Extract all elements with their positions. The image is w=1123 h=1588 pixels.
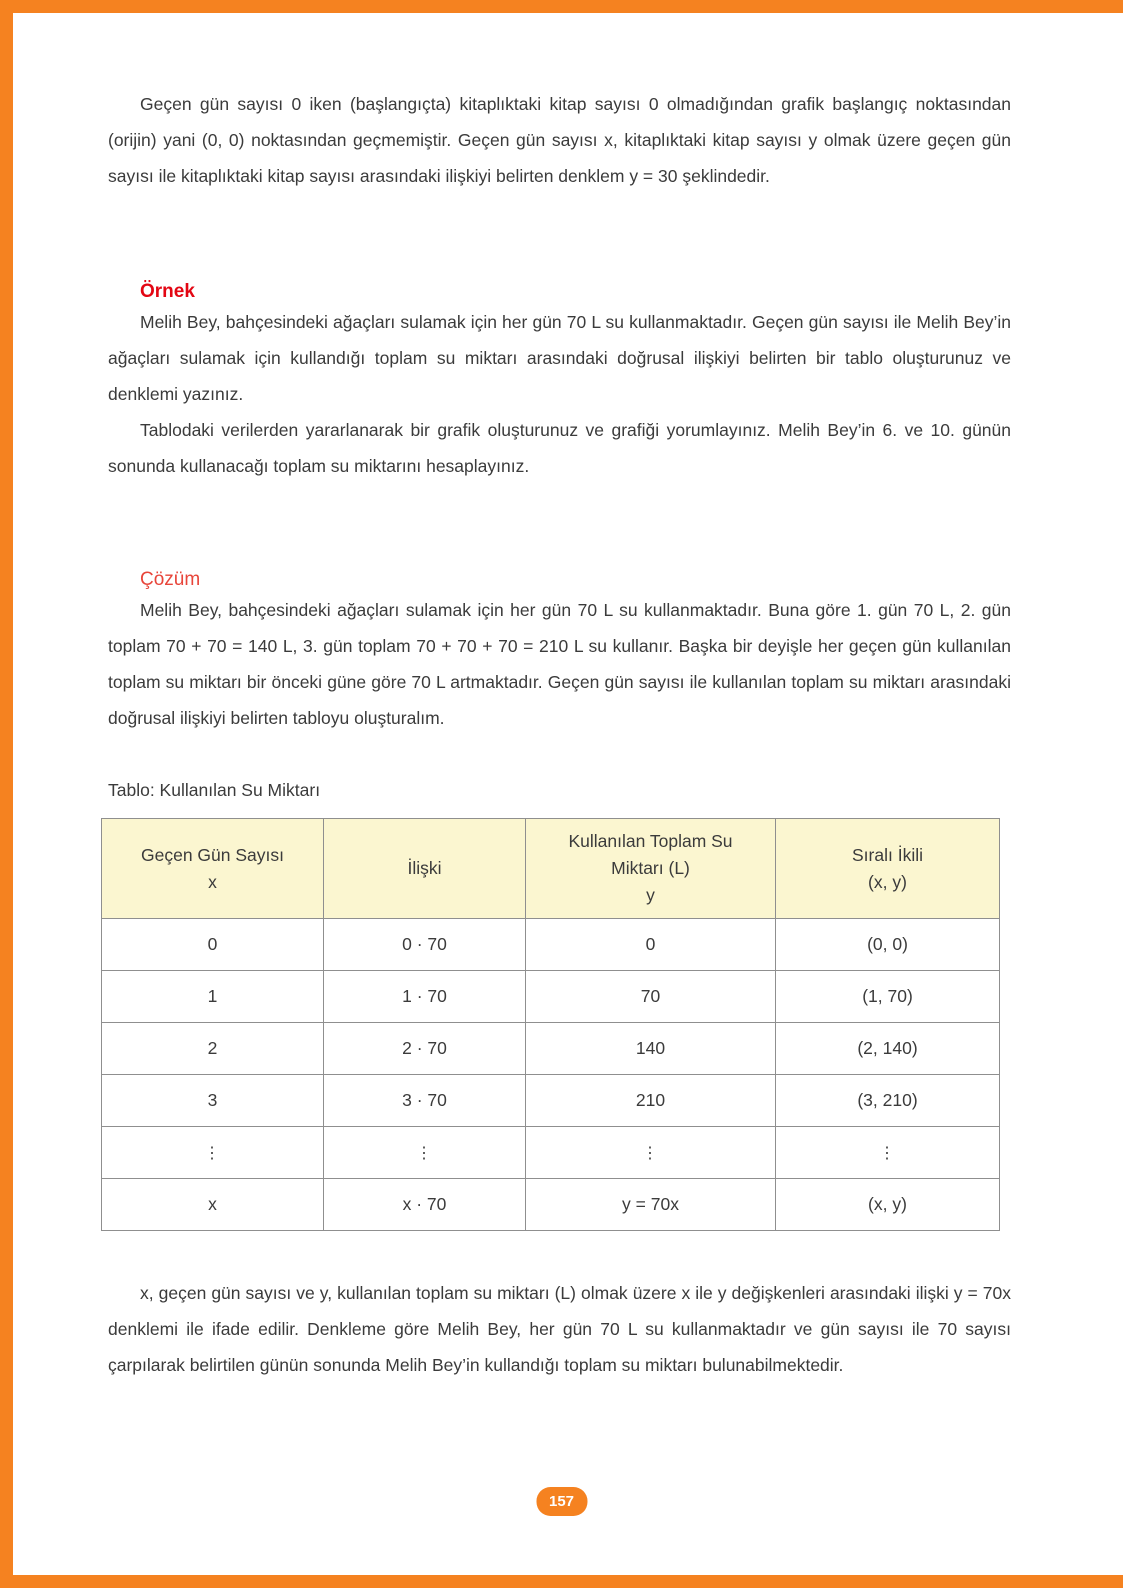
table-cell: ⋮ [776,1127,1000,1179]
page-number-badge: 157 [536,1487,587,1516]
header-line: x [208,871,217,892]
table-caption: Tablo: Kullanılan Su Miktarı [108,780,321,800]
table-cell: (2, 140) [776,1023,1000,1075]
header-line: y [646,885,655,905]
table-row [102,1075,1000,1127]
table-header-relation [324,819,526,919]
table-header-days [102,819,324,919]
table-cell: ⋮ [102,1127,324,1179]
table-header-total-water [526,819,776,919]
table-row [102,1023,1000,1075]
intro-paragraph: Geçen gün sayısı 0 iken (başlangıçta) kitaplıktaki kitap sayısı 0 olmadığından grafik başlangıç noktasından (orijin) yani (0, 0) noktasından geçmemiştir. Geçen gün sayısı x, kitaplıktaki kitap sayısı y olmak üzere geçen gün sayısı ile kitaplıktaki kitap sayısı arasındaki ilişkiyi belirten denklem y = 30 şeklindedir. [108,94,1011,186]
table-cell: 210 [526,1075,776,1127]
table-cell: (3, 210) [776,1075,1000,1127]
page-border-bottom [0,1575,1123,1588]
table-cell: (x, y) [776,1179,1000,1231]
table-cell: 1 [102,971,324,1023]
table-row [102,971,1000,1023]
water-usage-table [101,818,1000,1231]
example-paragraph-2: Tablodaki verilerden yararlanarak bir grafik oluşturunuz ve grafiği yorumlayınız. Melih Bey’in 6. ve 10. günün sonunda kullanacağı toplam su miktarını hesaplayınız. [108,420,1011,476]
solution-paragraph: Melih Bey, bahçesindeki ağaçları sulamak için her gün 70 L su kullanmaktadır. Buna göre 1. gün 70 L, 2. gün toplam 70 + 70 = 140 L, 3. gün toplam 70 + 70 + 70 = 210 L su kullanır. Başka bir deyişle her geçen gün kullanılan toplam su miktarı bir önceki güne göre 70 L artmaktadır. Geçen gün sayısı ile kullanılan toplam su miktarı arasındaki doğrusal ilişkiyi belirten tabloyu oluşturalım. [108,600,1011,728]
header-line: Kullanılan Toplam Su [568,831,733,851]
table-row-ellipsis [102,1127,1000,1179]
example-paragraph-1: Melih Bey, bahçesindeki ağaçları sulamak için her gün 70 L su kullanmaktadır. Geçen gün sayısı ile Melih Bey’in ağaçları sulamak için kullandığı toplam su miktarı arasındaki doğrusal ilişkiyi belirten bir tablo oluşturunuz ve denklemi yazınız. [108,312,1011,404]
table-header-row [102,819,1000,919]
table-cell: 3 · 70 [324,1075,526,1127]
table-header-ordered-pair [776,819,1000,919]
header-line: (x, y) [868,871,907,892]
table-cell: 140 [526,1023,776,1075]
table-cell: ⋮ [526,1127,776,1179]
example-heading: Örnek [140,281,195,302]
table-row [102,919,1000,971]
header-line: Sıralı İkili [852,844,923,865]
table-cell: 70 [526,971,776,1023]
header-line: Miktarı (L) [611,858,690,878]
table-cell: 0 [526,919,776,971]
table-cell: 2 · 70 [324,1023,526,1075]
header-line: İlişki [407,858,442,878]
table-cell: ⋮ [324,1127,526,1179]
header-line: Geçen Gün Sayısı [141,844,284,865]
table-cell: 0 [102,919,324,971]
table-cell: 0 · 70 [324,919,526,971]
table-cell: (0, 0) [776,919,1000,971]
table-cell: x [102,1179,324,1231]
table-row-general [102,1179,1000,1231]
table-cell: x · 70 [324,1179,526,1231]
page-border-left [0,0,13,1588]
table-cell: y = 70x [526,1179,776,1231]
table-cell: 1 · 70 [324,971,526,1023]
closing-paragraph: x, geçen gün sayısı ve y, kullanılan toplam su miktarı (L) olmak üzere x ile y değişkenleri arasındaki ilişki y = 70x denklemi ile ifade edilir. Denkleme göre Melih Bey, her gün 70 L su kullanmaktadır ve gün sayısı ile 70 sayısı çarpılarak belirtilen günün sonunda Melih Bey’in kullandığı toplam su miktarı bulunabilmektedir. [108,1283,1011,1375]
solution-heading: Çözüm [140,569,201,590]
table-cell: 3 [102,1075,324,1127]
page-content [108,0,1011,1383]
table-cell: 2 [102,1023,324,1075]
table-cell: (1, 70) [776,971,1000,1023]
